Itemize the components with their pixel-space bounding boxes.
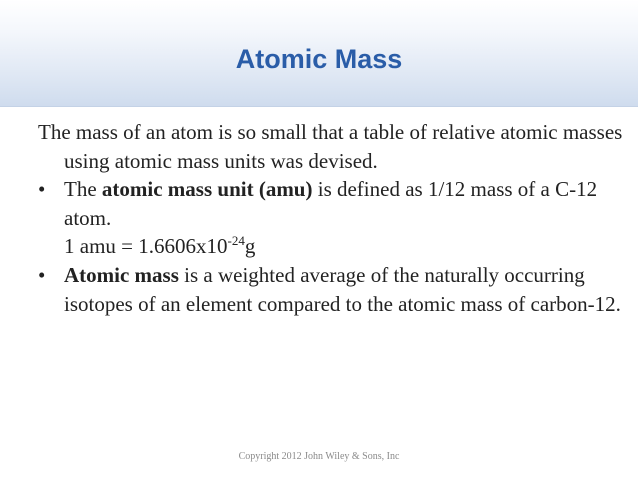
amu-text-prefix: The <box>64 177 102 202</box>
bullet-icon: • <box>38 177 46 202</box>
slide-body <box>38 118 628 318</box>
atomic-mass-definition: is a weighted average of the naturally occurring isotopes of an element compared to the atomic mass of carbon-12. <box>64 262 621 316</box>
amu-bullet-item <box>38 175 628 232</box>
atomic-mass-bullet-item <box>38 261 628 318</box>
formula-unit: g <box>244 234 256 259</box>
slide-title: Atomic Mass <box>235 44 403 74</box>
amu-definition: is defined as 1/12 mass of a C-12 atom. <box>64 177 598 230</box>
amu-term: atomic mass unit (amu) <box>101 177 313 202</box>
amu-formula <box>38 232 628 261</box>
atomic-mass-term: Atomic mass <box>64 262 179 287</box>
formula-base: 1 amu = 1.6606x10 <box>64 234 228 259</box>
formula-exponent: -24 <box>227 233 245 249</box>
copyright-footer: Copyright 2012 John Wiley & Sons, Inc <box>238 451 400 462</box>
intro-paragraph: The mass of an atom is so small that a table of relative atomic masses using atomic mass units was devised. <box>38 120 623 173</box>
bullet-icon: • <box>38 262 46 287</box>
